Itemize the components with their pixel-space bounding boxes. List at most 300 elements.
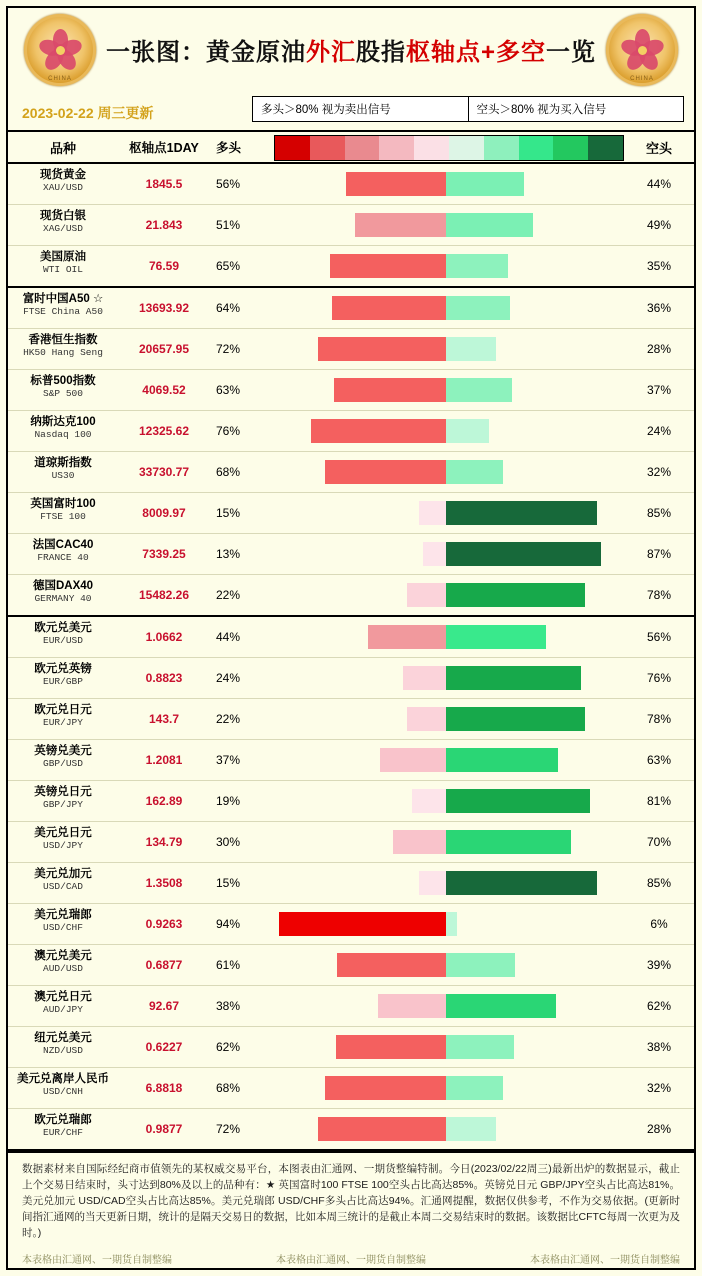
credit-right: 本表格由汇通网、一期货自制整编 <box>529 1255 680 1266</box>
short-bar <box>446 296 510 320</box>
short-bar <box>446 337 496 361</box>
pivot-value: 1.2081 <box>145 753 183 767</box>
long-percent-label: 38% <box>216 999 241 1013</box>
instrument-name <box>8 411 118 451</box>
instrument-name <box>8 699 118 739</box>
instrument-name <box>8 740 118 780</box>
instrument-name <box>8 1109 118 1149</box>
bar-track <box>268 1076 624 1100</box>
title-part-3: 股指 <box>355 39 406 66</box>
long-bar <box>419 871 446 895</box>
pivot-value: 13693.92 <box>138 301 190 315</box>
bar-cell <box>268 288 624 328</box>
instrument-name-en: AUD/USD <box>43 963 83 974</box>
seal-right-icon <box>606 14 678 86</box>
long-percent-label: 22% <box>216 712 241 726</box>
bar-track <box>268 583 624 607</box>
bar-cell <box>268 822 624 862</box>
pivot-value: 92.67 <box>148 999 180 1013</box>
short-bar <box>446 789 590 813</box>
bar-cell <box>268 452 624 492</box>
long-percent-label: 19% <box>216 794 241 808</box>
instrument-name-cn: 欧元兑日元 <box>34 704 92 716</box>
bar-cell <box>268 1109 624 1149</box>
long-percent-label: 68% <box>216 1081 241 1095</box>
long-bar <box>318 1117 446 1141</box>
instrument-name <box>8 1068 118 1108</box>
short-bar <box>446 419 489 443</box>
long-bar <box>346 172 446 196</box>
short-percent-label: 28% <box>646 1122 672 1136</box>
short-bar <box>446 625 546 649</box>
instrument-name-cn: 美元兑加元 <box>34 868 92 880</box>
instrument-name <box>8 904 118 944</box>
table-row <box>8 986 694 1027</box>
long-percent-label: 61% <box>216 958 241 972</box>
instrument-name-en: USD/JPY <box>43 840 83 851</box>
instrument-name <box>8 822 118 862</box>
long-bar <box>325 460 446 484</box>
short-percent-label: 32% <box>646 465 672 479</box>
pivot-value: 162.89 <box>145 794 183 808</box>
credit-left: 本表格由汇通网、一期货自制整编 <box>22 1255 172 1266</box>
instrument-name-en: EUR/CHF <box>43 1127 83 1138</box>
short-bar <box>446 254 508 278</box>
instrument-name-en: EUR/GBP <box>43 676 83 687</box>
table-row <box>8 452 694 493</box>
table-row <box>8 288 694 329</box>
pivot-value: 8009.97 <box>142 506 186 520</box>
long-bar <box>318 337 446 361</box>
instrument-name-en: FRANCE 40 <box>37 552 89 563</box>
legend-row <box>8 96 694 130</box>
bar-track <box>268 419 624 443</box>
short-bar <box>446 994 556 1018</box>
short-bar <box>446 748 558 772</box>
bar-cell <box>268 534 624 574</box>
bar-track <box>268 830 624 854</box>
pivot-value: 20657.95 <box>138 342 190 356</box>
short-percent-label: 39% <box>646 958 672 972</box>
bar-cell <box>268 617 624 657</box>
bar-track <box>268 994 624 1018</box>
scale-swatch-0 <box>275 136 310 160</box>
table-row <box>8 822 694 863</box>
long-percent-label: 22% <box>216 588 241 602</box>
scale-swatch-5 <box>449 136 484 160</box>
short-bar <box>446 707 585 731</box>
short-percent-label: 62% <box>646 999 672 1013</box>
instrument-name-en: S&P 500 <box>43 388 83 399</box>
pivot-value: 134.79 <box>145 835 183 849</box>
bar-track <box>268 337 624 361</box>
table-row <box>8 781 694 822</box>
instrument-name <box>8 986 118 1026</box>
instrument-name-en: USD/CHF <box>43 922 83 933</box>
instrument-name <box>8 288 118 328</box>
table-row <box>8 740 694 781</box>
pivot-value: 0.6877 <box>145 958 183 972</box>
seal-right-text: CHINA <box>630 76 654 82</box>
instrument-name-en: USD/CNH <box>43 1086 83 1097</box>
instrument-name <box>8 164 118 204</box>
footnote: 数据素材来自国际经纪商市值领先的某权威交易平台，本图表由汇通网、一期货整编特制。今日(2023/02/22周三)最新出炉的数据显示，截止上个交易日结束时，头寸达到80%及以上的品种有：★ 英国富时100 FTSE 100空头占比高达85%。英镑兑日元 GBP/JPY空头占比高达81%。美元兑加元 USD/CAD空头占比高达85%。美元兑瑞郎 USD/CHF多头占比高达94%。汇通网提醒，数据仅供参考，不作为交易依据。(更新时间指汇通网的当天更新日期，统计的是隔天交易日的数据，比如本周三统计的是截止本周二交易结束时的数据。该数据比CFTC每周一次更为及时。) <box>8 1151 694 1245</box>
bar-cell <box>268 1027 624 1067</box>
scale-swatch-6 <box>484 136 519 160</box>
instrument-name-en: FTSE 100 <box>40 511 86 522</box>
short-bar <box>446 1035 514 1059</box>
instrument-name-cn: 美元兑日元 <box>34 827 92 839</box>
instrument-name-cn: 纳斯达克100 <box>30 416 96 428</box>
instrument-name <box>8 205 118 245</box>
bar-cell <box>268 658 624 698</box>
instrument-name-cn: 富时中国A50 ☆ <box>22 293 104 305</box>
short-percent-label: 32% <box>646 1081 672 1095</box>
col-header-short: 空头 <box>645 140 672 156</box>
update-date: 2023-02-22 周三更新 <box>22 105 154 121</box>
legend-long-rule: 多头＞80% 视为卖出信号 <box>261 104 391 116</box>
instrument-name-en: NZD/USD <box>43 1045 83 1056</box>
bar-cell <box>268 205 624 245</box>
flower-icon <box>620 28 664 72</box>
pivot-value: 143.7 <box>148 712 180 726</box>
long-percent-label: 30% <box>216 835 241 849</box>
bar-track <box>268 296 624 320</box>
scale-swatch-9 <box>588 136 623 160</box>
pivot-value: 15482.26 <box>138 588 190 602</box>
table-row <box>8 945 694 986</box>
long-percent-label: 94% <box>216 917 241 931</box>
flower-icon <box>38 28 82 72</box>
instrument-name-cn: 香港恒生指数 <box>28 334 98 346</box>
short-percent-label: 38% <box>646 1040 672 1054</box>
long-percent-label: 15% <box>216 506 241 520</box>
table-row <box>8 164 694 205</box>
table-row <box>8 370 694 411</box>
credit-mid: 本表格由汇通网、一期货自制整编 <box>275 1255 426 1266</box>
table-row <box>8 493 694 534</box>
bar-cell <box>268 945 624 985</box>
bar-track <box>268 460 624 484</box>
long-bar <box>334 378 446 402</box>
long-percent-label: 44% <box>216 630 241 644</box>
instrument-name-en: US30 <box>51 470 75 481</box>
instrument-name <box>8 246 118 286</box>
short-percent-label: 6% <box>650 917 668 931</box>
instrument-name-en: GERMANY 40 <box>34 593 92 604</box>
long-bar <box>325 1076 446 1100</box>
long-percent-label: 37% <box>216 753 241 767</box>
legend-short-rule: 空头＞80% 视为买入信号 <box>468 97 684 121</box>
bar-track <box>268 748 624 772</box>
instrument-name-cn: 欧元兑英镑 <box>34 663 92 675</box>
bar-track <box>268 707 624 731</box>
col-header-long: 多头 <box>216 141 242 155</box>
instrument-name-en: FTSE China A50 <box>23 306 103 317</box>
short-bar <box>446 378 512 402</box>
short-bar <box>446 542 601 566</box>
short-bar <box>446 1117 496 1141</box>
instrument-name-en: HK50 Hang Seng <box>23 347 103 358</box>
pivot-value: 1.3508 <box>145 876 183 890</box>
bar-track <box>268 501 624 525</box>
bar-track <box>268 1035 624 1059</box>
short-bar <box>446 953 515 977</box>
short-bar <box>446 830 571 854</box>
short-percent-label: 36% <box>646 301 672 315</box>
pivot-value: 7339.25 <box>142 547 186 561</box>
long-percent-label: 24% <box>216 671 241 685</box>
table-header <box>8 130 694 164</box>
long-percent-label: 62% <box>216 1040 241 1054</box>
scale-swatch-1 <box>310 136 345 160</box>
title-part-4: 枢轴点+多空 <box>405 39 546 66</box>
pivot-value: 12325.62 <box>138 424 190 438</box>
table-group <box>8 164 694 288</box>
instrument-name-cn: 英镑兑美元 <box>34 745 92 757</box>
bar-cell <box>268 164 624 204</box>
bar-cell <box>268 411 624 451</box>
instrument-name-cn: 德国DAX40 <box>32 580 94 592</box>
instrument-name <box>8 945 118 985</box>
bar-cell <box>268 781 624 821</box>
long-percent-label: 65% <box>216 259 241 273</box>
bar-cell <box>268 863 624 903</box>
long-percent-label: 56% <box>216 177 241 191</box>
bar-track <box>268 378 624 402</box>
title-part-1: 一张图：黄金原油 <box>105 39 306 66</box>
short-percent-label: 85% <box>646 506 672 520</box>
instrument-name-en: Nasdaq 100 <box>34 429 92 440</box>
table-row <box>8 658 694 699</box>
long-bar <box>368 625 446 649</box>
bar-track <box>268 666 624 690</box>
color-scale <box>274 135 624 161</box>
short-bar <box>446 912 457 936</box>
long-percent-label: 15% <box>216 876 241 890</box>
long-bar <box>403 666 446 690</box>
short-bar <box>446 666 581 690</box>
instrument-name-cn: 澳元兑美元 <box>34 950 92 962</box>
instrument-name <box>8 534 118 574</box>
instrument-name-cn: 澳元兑日元 <box>34 991 92 1003</box>
instrument-name <box>8 617 118 657</box>
instrument-name <box>8 575 118 615</box>
table-row <box>8 863 694 904</box>
instrument-name-cn: 英镑兑日元 <box>34 786 92 798</box>
bar-track <box>268 625 624 649</box>
bar-cell <box>268 370 624 410</box>
instrument-name-cn: 美元兑瑞郎 <box>34 909 92 921</box>
short-percent-label: 37% <box>646 383 672 397</box>
long-bar <box>378 994 446 1018</box>
title-part-2: 外汇 <box>305 39 356 66</box>
long-bar <box>380 748 446 772</box>
scale-swatch-3 <box>379 136 414 160</box>
instrument-name-cn: 欧元兑瑞郎 <box>34 1114 92 1126</box>
credits <box>8 1245 694 1276</box>
short-bar <box>446 213 533 237</box>
table-row <box>8 534 694 575</box>
pivot-value: 76.59 <box>148 259 180 273</box>
instrument-name <box>8 370 118 410</box>
pivot-value: 4069.52 <box>142 383 186 397</box>
scale-swatch-8 <box>553 136 588 160</box>
short-percent-label: 76% <box>646 671 672 685</box>
short-bar <box>446 460 503 484</box>
bar-cell <box>268 575 624 615</box>
legend-box <box>252 96 684 122</box>
bar-track <box>268 789 624 813</box>
long-bar <box>279 912 446 936</box>
long-bar <box>423 542 446 566</box>
long-bar <box>407 707 446 731</box>
bar-track <box>268 172 624 196</box>
pivot-value: 0.9877 <box>145 1122 183 1136</box>
long-bar <box>311 419 446 443</box>
instrument-name-cn: 欧元兑美元 <box>34 622 92 634</box>
pivot-value: 0.8823 <box>145 671 183 685</box>
pivot-value: 1845.5 <box>145 177 183 191</box>
table-body <box>8 164 694 1151</box>
bar-track <box>268 953 624 977</box>
pivot-value: 33730.77 <box>138 465 190 479</box>
header <box>8 0 694 96</box>
short-bar <box>446 871 597 895</box>
col-header-pivot: 枢轴点1DAY <box>129 141 199 155</box>
short-percent-label: 44% <box>646 177 672 191</box>
scale-swatch-4 <box>414 136 449 160</box>
short-percent-label: 49% <box>646 218 672 232</box>
instrument-name-cn: 法国CAC40 <box>32 539 94 551</box>
page-title <box>8 0 694 67</box>
short-bar <box>446 1076 503 1100</box>
pivot-value: 0.9263 <box>145 917 183 931</box>
bar-cell <box>268 329 624 369</box>
short-percent-label: 56% <box>646 630 672 644</box>
long-bar <box>412 789 446 813</box>
long-bar <box>337 953 446 977</box>
scale-swatch-7 <box>519 136 554 160</box>
short-percent-label: 85% <box>646 876 672 890</box>
long-percent-label: 72% <box>216 1122 241 1136</box>
short-percent-label: 70% <box>646 835 672 849</box>
short-bar <box>446 172 524 196</box>
table-row <box>8 617 694 658</box>
seal-left-icon <box>24 14 96 86</box>
bar-track <box>268 254 624 278</box>
instrument-name-cn: 美国原油 <box>40 251 86 263</box>
long-percent-label: 63% <box>216 383 241 397</box>
long-bar <box>355 213 446 237</box>
bar-cell <box>268 740 624 780</box>
long-bar <box>419 501 446 525</box>
instrument-name <box>8 863 118 903</box>
short-percent-label: 81% <box>646 794 672 808</box>
instrument-name-cn: 美元兑离岸人民币 <box>17 1073 109 1085</box>
table-row <box>8 699 694 740</box>
long-percent-label: 13% <box>216 547 241 561</box>
instrument-name-en: XAG/USD <box>43 223 83 234</box>
short-percent-label: 24% <box>646 424 672 438</box>
instrument-name <box>8 329 118 369</box>
short-percent-label: 78% <box>646 712 672 726</box>
instrument-name-cn: 现货黄金 <box>40 169 86 181</box>
bar-cell <box>268 986 624 1026</box>
bar-track <box>268 213 624 237</box>
bar-track <box>268 912 624 936</box>
long-bar <box>330 254 446 278</box>
long-bar <box>332 296 446 320</box>
col-header-name: 品种 <box>49 140 76 156</box>
instrument-name <box>8 1027 118 1067</box>
instrument-name-en: USD/CAD <box>43 881 83 892</box>
short-percent-label: 78% <box>646 588 672 602</box>
seal-left-text: CHINA <box>48 76 72 82</box>
table-row <box>8 904 694 945</box>
long-bar <box>336 1035 446 1059</box>
instrument-name-en: EUR/USD <box>43 635 83 646</box>
instrument-name-cn: 道琼斯指数 <box>34 457 92 469</box>
bar-cell <box>268 246 624 286</box>
instrument-name-cn: 纽元兑美元 <box>34 1032 92 1044</box>
table-row <box>8 329 694 370</box>
instrument-name-cn: 标普500指数 <box>30 375 96 387</box>
instrument-name <box>8 493 118 533</box>
bar-track <box>268 1117 624 1141</box>
long-percent-label: 51% <box>216 218 241 232</box>
long-bar <box>407 583 446 607</box>
instrument-name-en: GBP/JPY <box>43 799 83 810</box>
bar-cell <box>268 699 624 739</box>
short-bar <box>446 501 597 525</box>
table-group <box>8 617 694 1151</box>
instrument-name <box>8 452 118 492</box>
bar-cell <box>268 904 624 944</box>
bar-track <box>268 542 624 566</box>
long-percent-label: 72% <box>216 342 241 356</box>
title-part-5: 一览 <box>546 39 596 66</box>
instrument-name-en: AUD/JPY <box>43 1004 83 1015</box>
short-percent-label: 28% <box>646 342 672 356</box>
instrument-name-cn: 英国富时100 <box>30 498 96 510</box>
table-row <box>8 1027 694 1068</box>
table-row <box>8 411 694 452</box>
pivot-value: 0.6227 <box>145 1040 183 1054</box>
instrument-name-en: XAU/USD <box>43 182 83 193</box>
instrument-name <box>8 658 118 698</box>
table-row <box>8 1109 694 1149</box>
color-scale-cell <box>274 132 624 162</box>
long-percent-label: 76% <box>216 424 241 438</box>
table-group <box>8 288 694 617</box>
pivot-value: 1.0662 <box>145 630 183 644</box>
instrument-name-en: GBP/USD <box>43 758 83 769</box>
instrument-name-en: WTI OIL <box>43 264 83 275</box>
instrument-name <box>8 781 118 821</box>
short-percent-label: 63% <box>646 753 672 767</box>
bar-cell <box>268 493 624 533</box>
short-percent-label: 87% <box>646 547 672 561</box>
short-bar <box>446 583 585 607</box>
bar-cell <box>268 1068 624 1108</box>
long-percent-label: 68% <box>216 465 241 479</box>
table-row <box>8 205 694 246</box>
short-percent-label: 35% <box>646 259 672 273</box>
pivot-value: 6.8818 <box>145 1081 183 1095</box>
long-bar <box>393 830 446 854</box>
instrument-name-cn: 现货白银 <box>40 210 86 222</box>
